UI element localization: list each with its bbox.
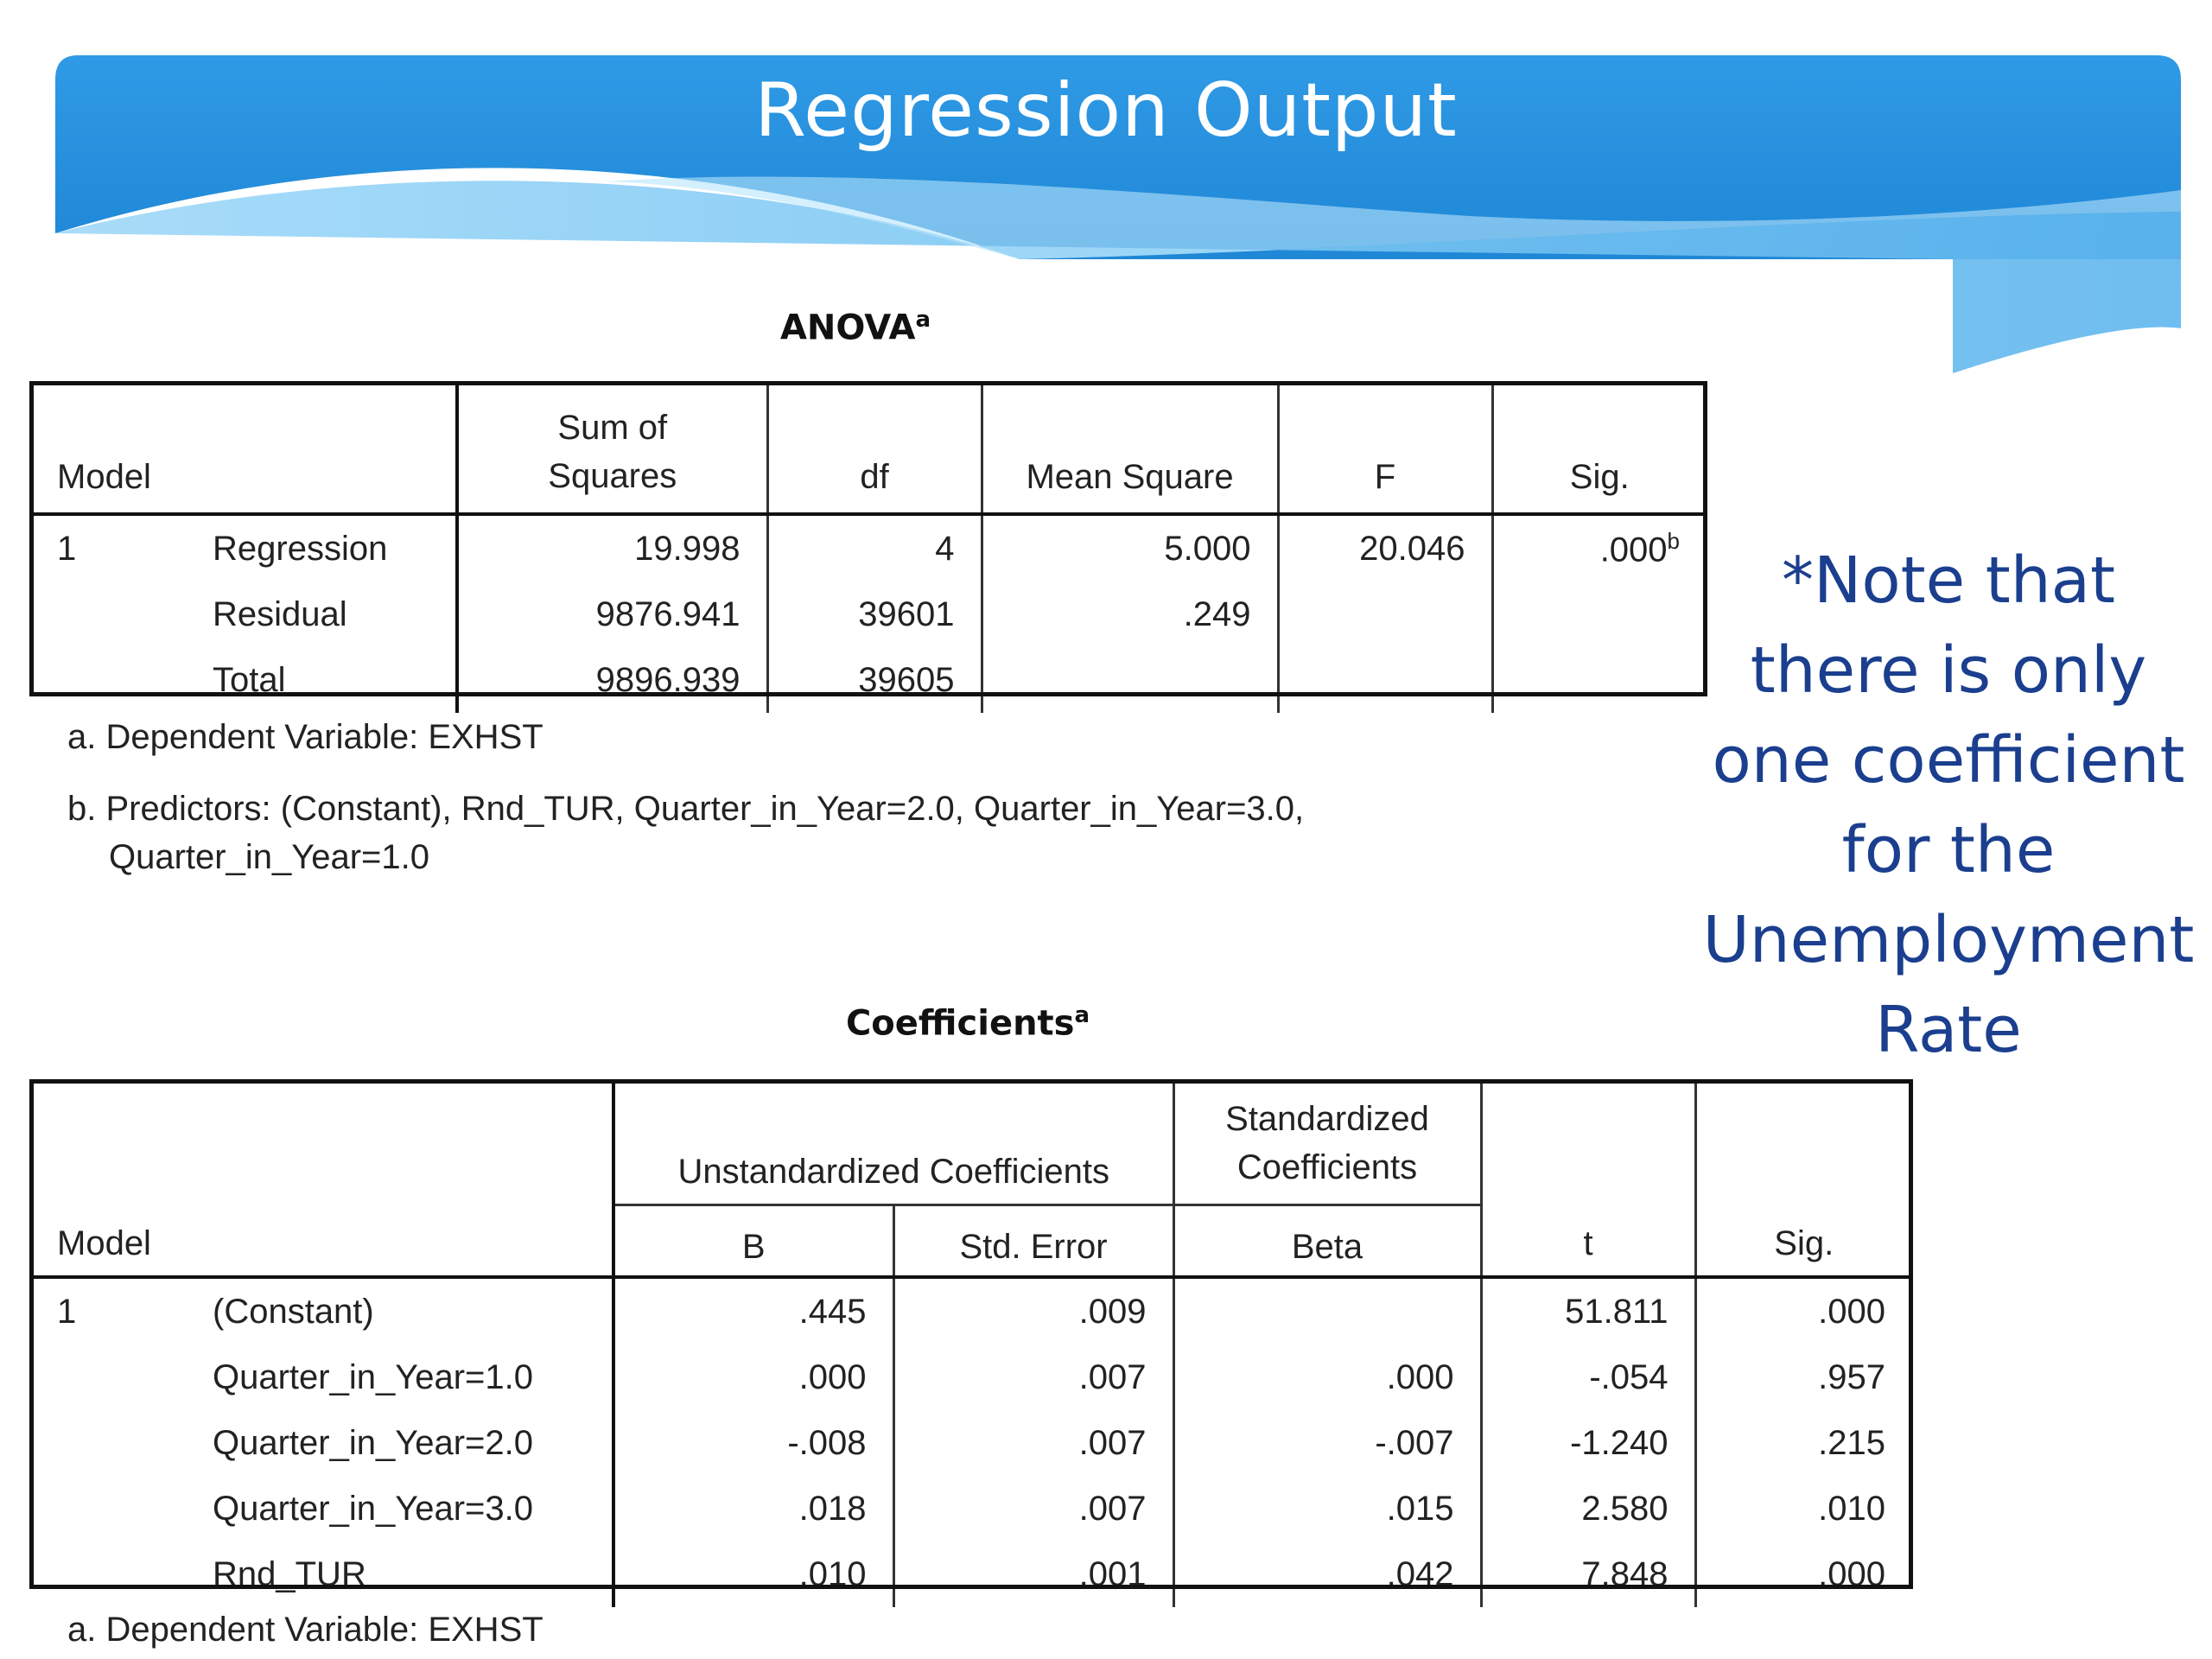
coef-header-t: t xyxy=(1481,1081,1695,1277)
coef-row-label: Rnd_TUR xyxy=(187,1541,613,1607)
table-row xyxy=(31,1476,1911,1541)
coef-beta-value: .042 xyxy=(1173,1541,1481,1607)
anova-header-df: df xyxy=(767,383,982,514)
coef-se-value: .001 xyxy=(893,1541,1173,1607)
table-row xyxy=(31,1344,1911,1410)
anova-header-ss: Sum of Squares xyxy=(457,383,767,514)
side-note xyxy=(1689,536,2208,1075)
coef-t-value: 51.811 xyxy=(1481,1277,1695,1344)
coef-header-standardized: Standardized Coefficients xyxy=(1173,1081,1481,1205)
anova-df-value: 39601 xyxy=(767,582,982,647)
coefficients-table xyxy=(31,1081,1911,1607)
coef-b-value: .018 xyxy=(613,1476,893,1541)
coef-se-value: .007 xyxy=(893,1410,1173,1476)
table-row xyxy=(31,1277,1911,1344)
table-row xyxy=(31,1541,1911,1607)
coef-row-label: Quarter_in_Year=2.0 xyxy=(187,1410,613,1476)
anova-table xyxy=(31,383,1706,713)
anova-row-label: Residual xyxy=(187,582,457,647)
coef-header-sig: Sig. xyxy=(1695,1081,1911,1277)
side-note-line: *Note that xyxy=(1782,543,2115,618)
anova-sig-value xyxy=(1492,582,1706,647)
coef-se-value: .007 xyxy=(893,1344,1173,1410)
coef-model-number xyxy=(31,1476,187,1541)
coef-t-value: 7.848 xyxy=(1481,1541,1695,1607)
coef-se-value: .009 xyxy=(893,1277,1173,1344)
coef-header-unstandardized: Unstandardized Coefficients xyxy=(613,1081,1173,1205)
side-note-line: there is only xyxy=(1750,633,2147,708)
coef-beta-value: -.007 xyxy=(1173,1410,1481,1476)
anova-ss-value: 19.998 xyxy=(457,514,767,582)
coef-beta-value: .015 xyxy=(1173,1476,1481,1541)
anova-header-ms: Mean Square xyxy=(982,383,1278,514)
coef-header-std-error: Std. Error xyxy=(893,1205,1173,1278)
table-row xyxy=(31,1410,1911,1476)
coef-sig-value: .215 xyxy=(1818,1423,1886,1462)
coef-row-label: Quarter_in_Year=1.0 xyxy=(187,1344,613,1410)
side-note-line: Unemployment xyxy=(1702,903,2195,977)
anova-sig-footnote-mark: b xyxy=(1667,527,1681,554)
side-note-line: one coefficient xyxy=(1712,723,2185,798)
coef-b-value: .010 xyxy=(613,1541,893,1607)
anova-row-label: Total xyxy=(187,647,457,713)
coef-t-value: -1.240 xyxy=(1481,1410,1695,1476)
coef-beta-value: .000 xyxy=(1173,1344,1481,1410)
coef-b-value: -.008 xyxy=(613,1410,893,1476)
coef-t-value: -.054 xyxy=(1481,1344,1695,1410)
anova-caption xyxy=(605,307,1106,347)
coef-row-label: (Constant) xyxy=(187,1277,613,1344)
banner-wave-graphic xyxy=(0,0,2212,380)
anova-ms-value: .249 xyxy=(982,582,1278,647)
anova-footnote-b-continued: Quarter_in_Year=1.0 xyxy=(109,838,430,876)
anova-ss-value: 9876.941 xyxy=(457,582,767,647)
coef-header-model: Model xyxy=(31,1081,613,1277)
anova-ss-value: 9896.939 xyxy=(457,647,767,713)
anova-model-number xyxy=(31,582,187,647)
anova-model-number: 1 xyxy=(57,529,77,568)
anova-header-model: Model xyxy=(31,383,457,514)
anova-sig-text: .000 xyxy=(1599,531,1668,569)
anova-caption-text: ANOVA xyxy=(779,308,916,348)
coef-t-value: 2.580 xyxy=(1481,1476,1695,1541)
anova-footnote-b: b. Predictors: (Constant), Rnd_TUR, Quarter_in_Year=2.0, Quarter_in_Year=3.0, xyxy=(67,790,1305,828)
coef-model-number xyxy=(31,1344,187,1410)
anova-f-value xyxy=(1278,647,1492,713)
table-row xyxy=(31,582,1706,647)
anova-footnote-a: a. Dependent Variable: EXHST xyxy=(67,718,543,756)
coef-sig-value: .000 xyxy=(1818,1292,1886,1331)
table-row xyxy=(31,647,1706,713)
coef-header-beta: Beta xyxy=(1173,1205,1481,1278)
coef-row-label: Quarter_in_Year=3.0 xyxy=(187,1476,613,1541)
coef-se-value: .007 xyxy=(893,1476,1173,1541)
side-note-line: for the xyxy=(1841,813,2056,887)
coef-header-b: B xyxy=(613,1205,893,1278)
coef-model-number: 1 xyxy=(57,1292,77,1331)
coefficients-header-row-1 xyxy=(31,1081,1911,1205)
coefficients-caption xyxy=(726,1002,1210,1043)
anova-f-value xyxy=(1278,582,1492,647)
anova-ms-value xyxy=(982,647,1278,713)
anova-row-label: Regression xyxy=(187,514,457,582)
anova-caption-footnote-mark: a xyxy=(915,307,931,333)
anova-model-number xyxy=(31,647,187,713)
anova-sig-value xyxy=(1492,647,1706,713)
anova-f-value: 20.046 xyxy=(1278,514,1492,582)
coef-b-value: .000 xyxy=(613,1344,893,1410)
coefficients-caption-text: Coefficients xyxy=(845,1003,1075,1044)
anova-header-sig: Sig. xyxy=(1492,383,1706,514)
coef-sig-value: .000 xyxy=(1818,1554,1886,1593)
anova-df-value: 4 xyxy=(767,514,982,582)
coef-b-value: .445 xyxy=(613,1277,893,1344)
coef-beta-value xyxy=(1173,1277,1481,1344)
table-row xyxy=(31,514,1706,582)
coef-model-number xyxy=(31,1541,187,1607)
anova-sig-value xyxy=(1492,514,1706,582)
anova-ms-value: 5.000 xyxy=(982,514,1278,582)
side-note-line: Rate xyxy=(1875,993,2022,1067)
title-banner xyxy=(0,0,2212,380)
anova-df-value: 39605 xyxy=(767,647,982,713)
anova-header-f: F xyxy=(1278,383,1492,514)
coef-model-number xyxy=(31,1410,187,1476)
coefficients-footnote-a: a. Dependent Variable: EXHST xyxy=(67,1611,543,1649)
anova-header-row xyxy=(31,383,1706,514)
coefficients-caption-footnote-mark: a xyxy=(1074,1002,1090,1028)
slide-title: Regression Output xyxy=(754,67,1458,154)
coef-sig-value: .957 xyxy=(1818,1357,1886,1396)
coef-sig-value: .010 xyxy=(1818,1489,1886,1528)
